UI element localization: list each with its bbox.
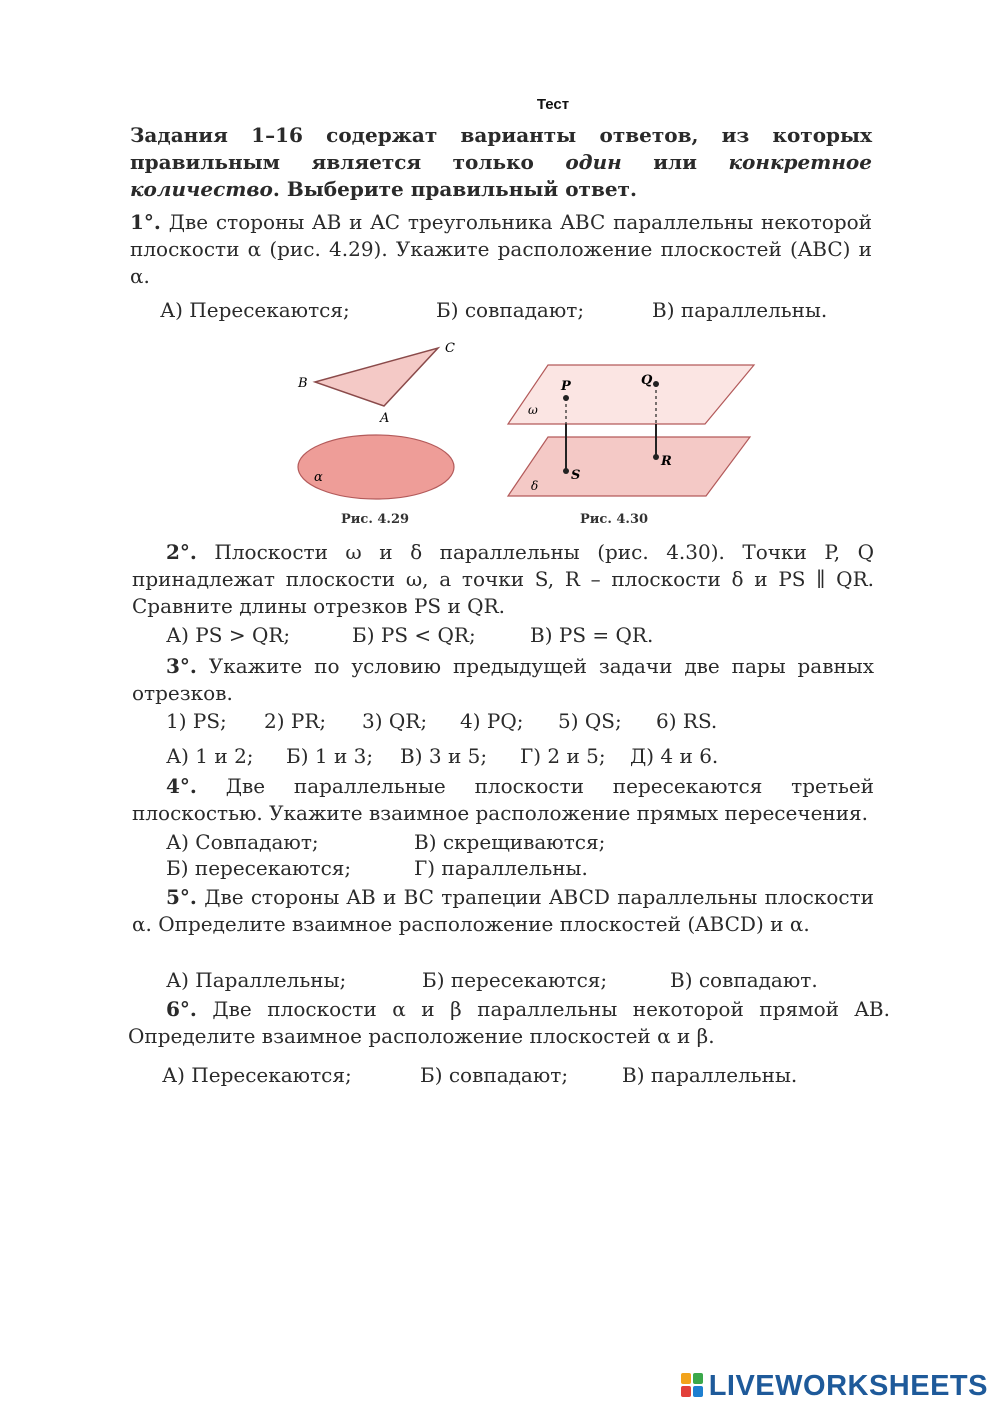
question-text: Две стороны AB и BC трапеции ABCD параллельны плоскости α. Определите взаимное расположение плоскостей (ABCD) и α. bbox=[132, 885, 874, 936]
point-s bbox=[563, 468, 569, 474]
question-2 bbox=[132, 539, 874, 620]
question-number: 1°. bbox=[130, 210, 161, 234]
answer-option[interactable]: Б) совпадают; bbox=[420, 1063, 569, 1087]
answer-option[interactable]: Д) 4 и 6. bbox=[630, 744, 719, 768]
plane-alpha bbox=[298, 435, 454, 499]
answer-option[interactable]: А) Пересекаются; bbox=[160, 298, 350, 322]
instructions-emphasis: конкретное количество bbox=[130, 150, 872, 201]
label-q: Q bbox=[641, 373, 653, 388]
answer-option[interactable]: Б) пересекаются; bbox=[166, 856, 352, 880]
point-r bbox=[653, 454, 659, 460]
segment-option: 1) PS; bbox=[166, 709, 227, 733]
segment-option: 6) RS. bbox=[656, 709, 718, 733]
question-number: 2°. bbox=[166, 540, 197, 564]
question-number: 5°. bbox=[166, 885, 197, 909]
point-p bbox=[563, 395, 569, 401]
figure-caption: Рис. 4.29 bbox=[341, 512, 410, 527]
answer-option[interactable]: Б) PS < QR; bbox=[352, 623, 476, 647]
segment-option: 2) PR; bbox=[264, 709, 327, 733]
question-3 bbox=[132, 653, 874, 707]
label-alpha: α bbox=[314, 470, 323, 485]
instructions-text: или bbox=[621, 150, 729, 174]
liveworksheets-logo[interactable] bbox=[681, 1370, 988, 1402]
answer-option[interactable]: А) Параллельны; bbox=[166, 968, 347, 992]
answer-option[interactable]: В) 3 и 5; bbox=[400, 744, 488, 768]
label-b: B bbox=[298, 376, 308, 391]
answer-option[interactable]: Б) 1 и 3; bbox=[286, 744, 374, 768]
segment-option: 4) PQ; bbox=[460, 709, 524, 733]
plane-omega bbox=[508, 365, 754, 424]
figure-4-30 bbox=[500, 360, 760, 505]
question-text: Две стороны AB и AC треугольника ABC параллельны некоторой плоскости α (рис. 4.29). Укажите расположение плоскостей (ABC) и α. bbox=[130, 210, 872, 288]
answer-option[interactable]: В) скрещиваются; bbox=[414, 830, 606, 854]
instructions-text: Задания 1–16 содержат варианты ответов, из которых правильным является только bbox=[130, 123, 872, 174]
liveworksheets-icon bbox=[681, 1373, 705, 1399]
instructions-emphasis: один bbox=[565, 150, 622, 174]
answer-option[interactable]: Г) 2 и 5; bbox=[520, 744, 606, 768]
answer-option[interactable]: Б) пересекаются; bbox=[422, 968, 608, 992]
question-text: Две параллельные плоскости пересекаются третьей плоскостью. Укажите взаимное расположение прямых пересечения. bbox=[132, 774, 874, 825]
question-4 bbox=[132, 773, 874, 827]
question-text: Плоскости ω и δ параллельны (рис. 4.30). Точки P, Q принадлежат плоскости ω, а точки S, R – плоскости δ и PS ∥ QR. Сравните длины отрезков PS и QR. bbox=[132, 540, 874, 618]
answer-option[interactable]: А) Пересекаются; bbox=[162, 1063, 352, 1087]
instructions-text: . Выберите правильный ответ. bbox=[272, 177, 637, 201]
answer-option[interactable]: А) Совпадают; bbox=[166, 830, 319, 854]
label-r: R bbox=[661, 454, 672, 469]
question-text: Две плоскости α и β параллельны некоторой прямой AB. Определите взаимное расположение плоскостей α и β. bbox=[128, 997, 890, 1048]
answer-option[interactable]: В) PS = QR. bbox=[530, 623, 654, 647]
question-number: 3°. bbox=[166, 654, 197, 678]
question-text: Укажите по условию предыдущей задачи две пары равных отрезков. bbox=[132, 654, 874, 705]
figure-caption: Рис. 4.30 bbox=[580, 512, 649, 527]
label-a: A bbox=[380, 411, 390, 426]
question-1 bbox=[130, 209, 872, 290]
answer-option[interactable]: Г) параллельны. bbox=[414, 856, 588, 880]
segment-option: 3) QR; bbox=[362, 709, 428, 733]
page-title: Тест bbox=[536, 96, 570, 113]
answer-option[interactable]: А) PS > QR; bbox=[166, 623, 291, 647]
answer-option[interactable]: Б) совпадают; bbox=[436, 298, 585, 322]
question-6 bbox=[128, 996, 890, 1050]
label-p: P bbox=[561, 379, 571, 394]
triangle-abc bbox=[315, 348, 438, 406]
segment-option: 5) QS; bbox=[558, 709, 622, 733]
answer-option[interactable]: В) совпадают. bbox=[670, 968, 818, 992]
plane-delta bbox=[508, 437, 750, 496]
figure-4-29 bbox=[290, 336, 470, 506]
label-omega: ω bbox=[528, 403, 538, 417]
question-number: 6°. bbox=[166, 997, 197, 1021]
question-number: 4°. bbox=[166, 774, 197, 798]
instructions bbox=[130, 122, 872, 203]
label-c: C bbox=[445, 341, 455, 356]
label-delta: δ bbox=[531, 479, 539, 493]
point-q bbox=[653, 381, 659, 387]
answer-option[interactable]: В) параллельны. bbox=[622, 1063, 798, 1087]
liveworksheets-wordmark: LIVEWORKSHEETS bbox=[708, 1369, 988, 1402]
answer-option[interactable]: В) параллельны. bbox=[652, 298, 828, 322]
question-5 bbox=[132, 884, 874, 938]
answer-option[interactable]: А) 1 и 2; bbox=[166, 744, 254, 768]
label-s: S bbox=[571, 468, 581, 483]
